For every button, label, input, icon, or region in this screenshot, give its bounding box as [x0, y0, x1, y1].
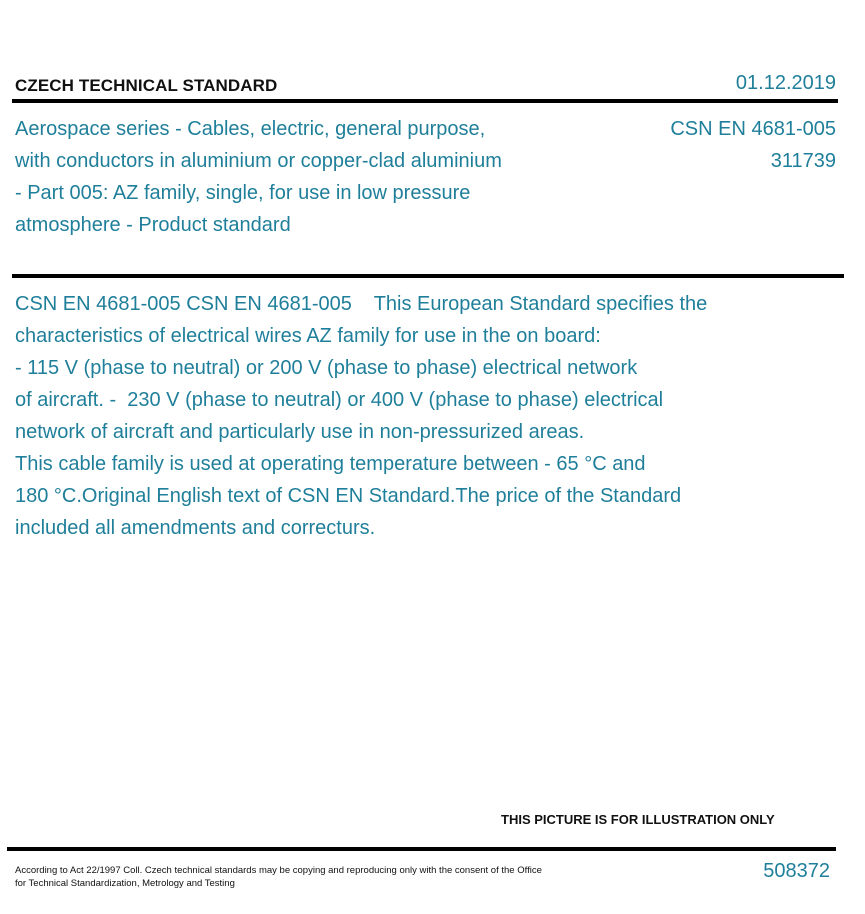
standard-identifiers: [670, 113, 836, 177]
standard-code: CSN EN 4681-005: [670, 118, 836, 140]
copyright-notice: [15, 864, 615, 890]
header-divider: [12, 99, 838, 103]
description-line: included all amendments and correcturs.: [15, 517, 376, 539]
copyright-notice-line: According to Act 22/1997 Coll. Czech technical standards may be copying and reproducing only with the consent of the Office: [15, 865, 542, 876]
section-divider: [12, 274, 844, 278]
description-line: This cable family is used at operating temperature between - 65 °C and: [15, 453, 646, 475]
publication-date: 01.12.2019: [735, 72, 836, 94]
copyright-notice-line: for Technical Standardization, Metrology and Testing: [15, 878, 235, 889]
standard-title-line: Aerospace series - Cables, electric, general purpose,: [15, 118, 486, 140]
description-line: of aircraft. - 230 V (phase to neutral) or 400 V (phase to phase) electrical: [15, 389, 664, 411]
standard-title-line: with conductors in aluminium or copper-clad aluminium: [15, 150, 502, 172]
document-type-heading: CZECH TECHNICAL STANDARD: [15, 76, 278, 95]
description-line: 180 °C.Original English text of CSN EN Standard.The price of the Standard: [15, 485, 682, 507]
standard-title-line: atmosphere - Product standard: [15, 214, 291, 236]
footer-divider: [7, 847, 836, 851]
description-line: - 115 V (phase to neutral) or 200 V (phase to phase) electrical network: [15, 357, 638, 379]
standard-title-line: - Part 005: AZ family, single, for use in low pressure: [15, 182, 471, 204]
description-line: network of aircraft and particularly use in non-pressurized areas.: [15, 421, 585, 443]
catalog-number: 508372: [763, 860, 830, 882]
description-line: CSN EN 4681-005 CSN EN 4681-005 This European Standard specifies the: [15, 293, 708, 315]
illustration-disclaimer: THIS PICTURE IS FOR ILLUSTRATION ONLY: [501, 812, 775, 827]
description-line: characteristics of electrical wires AZ family for use in the on board:: [15, 325, 601, 347]
classification-number: 311739: [770, 150, 836, 172]
standard-title: [15, 113, 575, 241]
standard-description: [15, 288, 845, 544]
